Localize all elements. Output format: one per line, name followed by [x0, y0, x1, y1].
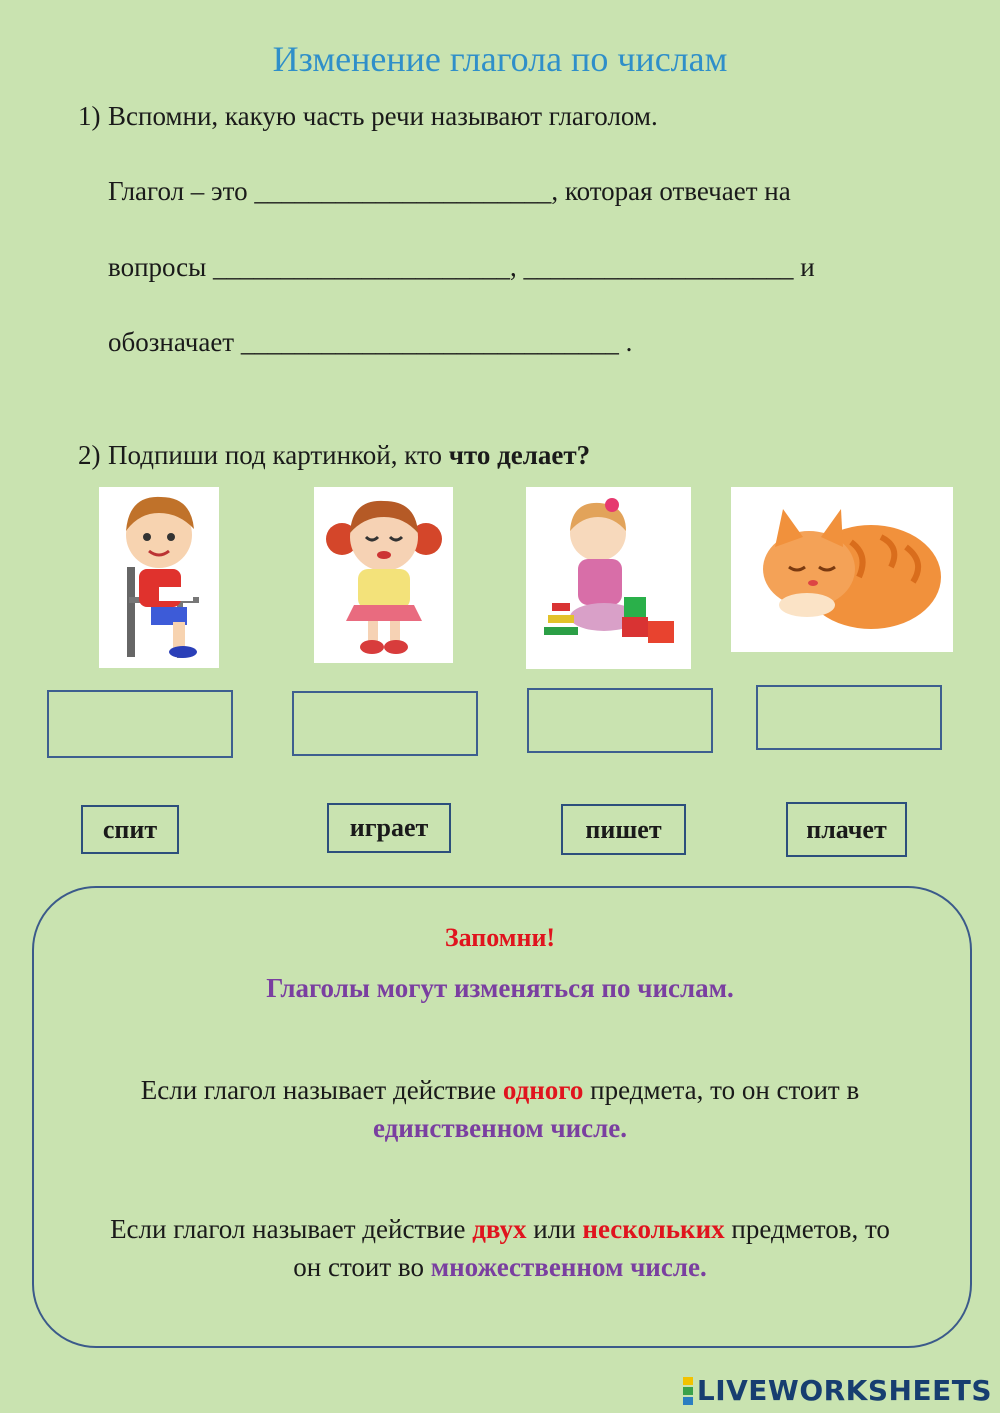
- rule-paragraph-1-line-2: [0, 1113, 1000, 1144]
- girl-crying-icon: [314, 487, 453, 663]
- answer-box-3[interactable]: [527, 688, 713, 753]
- answer-box-1[interactable]: [47, 690, 233, 758]
- logo-mark-icon: [683, 1376, 693, 1406]
- task1-instruction: Вспомни, какую часть речи называют глаголом.: [108, 101, 658, 131]
- task1-number: 1): [78, 101, 101, 131]
- picture-boy-writing: [99, 487, 219, 668]
- liveworksheets-logo: [683, 1374, 992, 1407]
- rule-paragraph-1-line-1: [0, 1075, 1000, 1106]
- logo-mark-2: [683, 1387, 693, 1395]
- task2-instruction: [108, 440, 590, 471]
- task1-line2: вопросы ______________________, ____________________ и: [108, 252, 815, 282]
- rule-paragraph-2-line-2: [0, 1252, 1000, 1283]
- answer-box-2[interactable]: [292, 691, 478, 756]
- boy-writing-icon: [99, 487, 219, 668]
- logo-mark-1: [683, 1377, 693, 1385]
- word-chip-plachet[interactable]: плачет: [786, 802, 907, 857]
- task2-number: 2): [78, 440, 101, 470]
- word-chip-pishet[interactable]: пишет: [561, 804, 686, 855]
- task1-line3: обозначает ____________________________ .: [108, 327, 633, 357]
- p2-g: множественном числе.: [430, 1252, 707, 1282]
- page-title: Изменение глагола по числам: [272, 39, 728, 79]
- p2-e: предметов, то: [724, 1214, 890, 1244]
- p1-b: одного: [502, 1075, 584, 1105]
- task2-instruction-bold: что делает?: [448, 440, 591, 470]
- cat-sleeping-icon: [731, 487, 953, 652]
- word-chip-igraet[interactable]: играет: [327, 803, 451, 853]
- p2-a: Если глагол называет действие: [110, 1214, 473, 1244]
- rule-subheading: Глаголы могут изменяться по числам.: [266, 973, 734, 1003]
- rule-heading: Запомни!: [444, 923, 556, 952]
- p2-b: двух: [472, 1214, 527, 1244]
- picture-cat-sleeping: [731, 487, 953, 652]
- answer-box-4[interactable]: [756, 685, 942, 750]
- p2-d: нескольких: [582, 1214, 725, 1244]
- task1-line1: Глагол – это ______________________, которая отвечает на: [108, 176, 791, 206]
- rule-paragraph-2-line-1: [0, 1214, 1000, 1245]
- logo-mark-3: [683, 1397, 693, 1405]
- picture-girl-playing: [526, 487, 691, 669]
- p2-c: или: [526, 1214, 583, 1244]
- logo-text: LIVEWORKSHEETS: [696, 1374, 992, 1407]
- picture-girl-crying: [314, 487, 453, 663]
- girl-playing-icon: [526, 487, 691, 669]
- task2-instruction-plain: Подпиши под картинкой, кто: [108, 440, 449, 470]
- word-chip-spit[interactable]: спит: [81, 805, 179, 854]
- p1-d: единственном числе.: [372, 1113, 628, 1143]
- p1-a: Если глагол называет действие: [140, 1075, 503, 1105]
- p2-f: он стоит во: [293, 1252, 431, 1282]
- p1-c: предмета, то он стоит в: [583, 1075, 860, 1105]
